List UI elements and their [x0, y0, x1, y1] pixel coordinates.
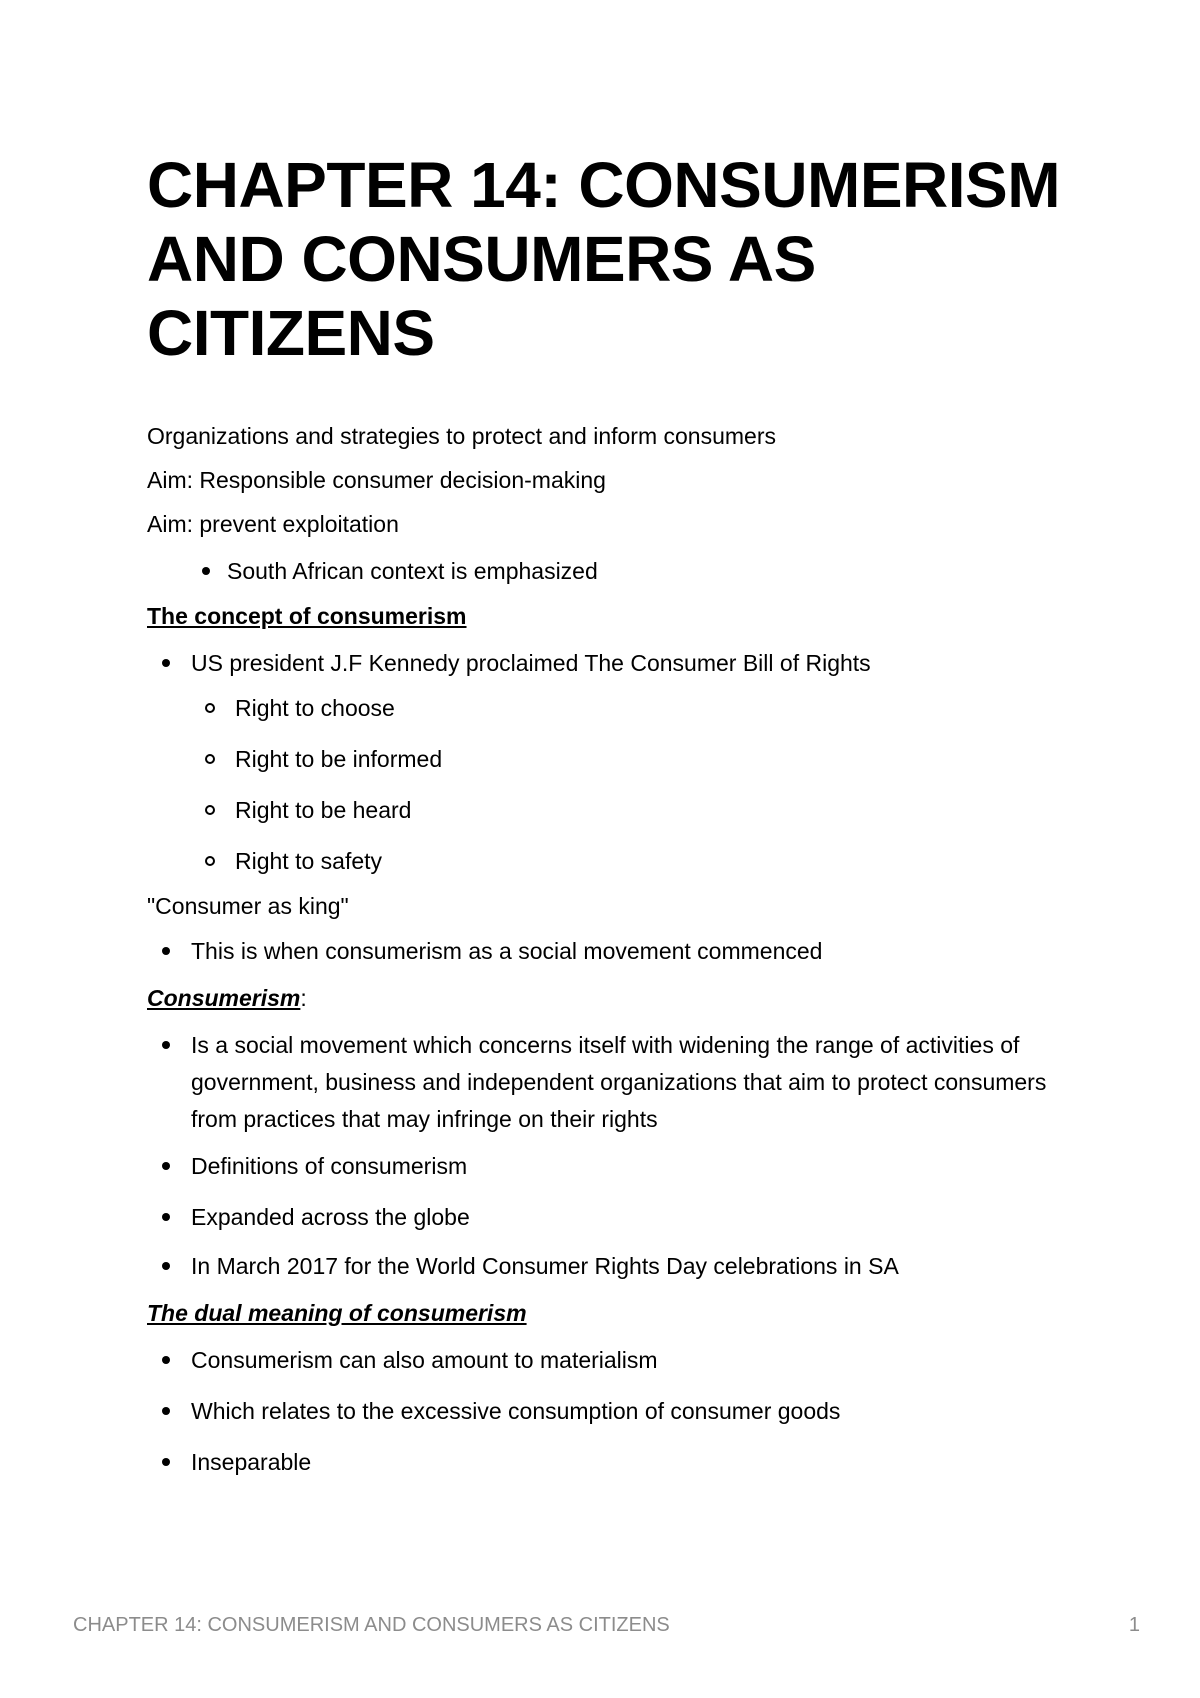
king-list — [147, 933, 1067, 970]
list-item: Consumerism can also amount to materialism — [147, 1342, 1067, 1379]
consumerism-heading: Consumerism — [147, 985, 301, 1011]
chapter-title: CHAPTER 14: CONSUMERISM AND CONSUMERS AS CITIZENS — [147, 149, 1061, 369]
consumerism-list — [147, 1027, 1067, 1285]
list-item: Inseparable — [147, 1444, 1067, 1481]
list-item: Right to be heard — [147, 792, 1067, 829]
consumerism-heading-line — [147, 982, 1067, 1015]
rights-list — [147, 690, 1067, 880]
context-list — [147, 553, 1067, 590]
list-item: South African context is emphasized — [147, 553, 1067, 590]
list-item: Definitions of consumerism — [147, 1148, 1067, 1185]
intro-line-3: Aim: prevent exploitation — [147, 511, 399, 537]
page-footer — [73, 1614, 1140, 1637]
intro-line-2: Aim: Responsible consumer decision-making — [147, 467, 606, 493]
consumerism-colon: : — [300, 985, 307, 1011]
list-item: US president J.F Kennedy proclaimed The Consumer Bill of Rights — [147, 645, 1067, 682]
list-item: Right to safety — [147, 843, 1067, 880]
list-item: In March 2017 for the World Consumer Rights Day celebrations in SA — [147, 1248, 1067, 1285]
list-item: Expanded across the globe — [147, 1199, 1067, 1236]
concept-heading: The concept of consumerism — [147, 603, 467, 629]
page-content — [147, 148, 1067, 1481]
dual-list — [147, 1342, 1067, 1481]
footer-title: CHAPTER 14: CONSUMERISM AND CONSUMERS AS CITIZENS — [73, 1614, 670, 1636]
intro-line-1: Organizations and strategies to protect and inform consumers — [147, 423, 776, 449]
consumer-king-text: "Consumer as king" — [147, 893, 349, 919]
list-item: This is when consumerism as a social movement commenced — [147, 933, 1067, 970]
list-item: Right to be informed — [147, 741, 1067, 778]
list-item: Which relates to the excessive consumption of consumer goods — [147, 1393, 1067, 1430]
dual-heading: The dual meaning of consumerism — [147, 1300, 527, 1326]
kennedy-list — [147, 645, 1067, 682]
page-number: 1 — [1128, 1614, 1140, 1636]
list-item: Is a social movement which concerns itself with widening the range of activities of government, business and independent organizations that aim to protect consumers from practices that may infringe on their rights — [147, 1027, 1067, 1138]
list-item: Right to choose — [147, 690, 1067, 727]
